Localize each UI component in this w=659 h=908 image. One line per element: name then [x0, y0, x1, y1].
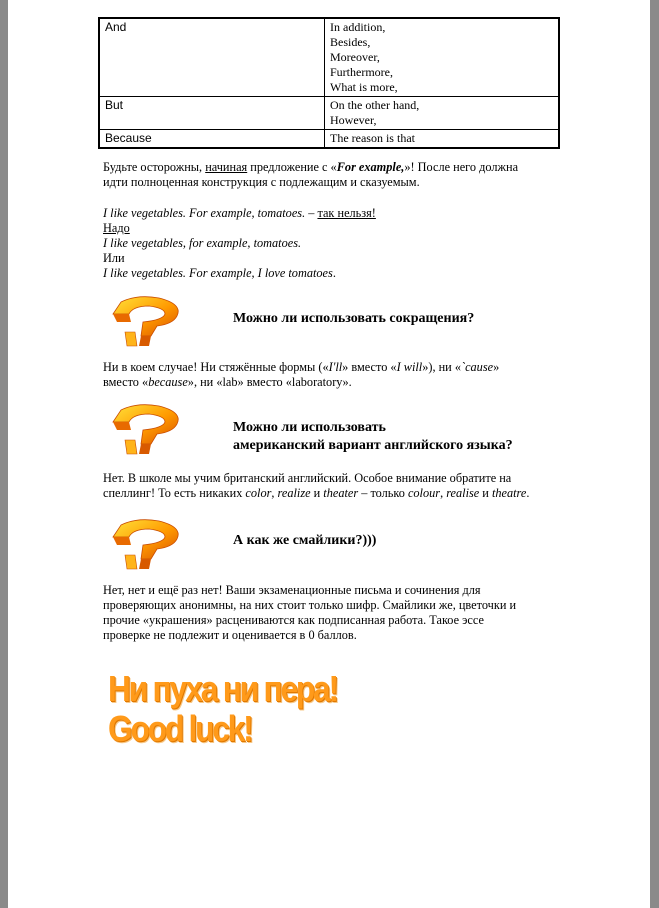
connectors-table — [98, 17, 560, 149]
text-run: because — [148, 375, 188, 389]
text-run: Будьте осторожны, — [103, 160, 206, 174]
connector-phrase: What is more, — [330, 80, 398, 94]
right-example-2 — [103, 266, 573, 281]
text-run: » вместо « — [342, 360, 397, 374]
table-cell: But — [99, 97, 325, 130]
slogan-english: Good luck! — [108, 708, 252, 749]
text-run: и — [479, 486, 492, 500]
text-run: так нельзя! — [317, 206, 376, 220]
text-run: I like vegetables. For example, tomatoes. — [103, 206, 306, 220]
answer-3-line: Нет, нет и ещё раз нет! Ваши экзаменационные письма и сочинения для — [103, 583, 481, 597]
heading-line: Можно ли использовать — [233, 420, 386, 435]
connector-phrase: However, — [330, 113, 377, 127]
answer-3-line: проверке не подлежит и оценивается в 0 баллов. — [103, 628, 357, 642]
answer-3-line: проверяющих анонимны, на них стоит только шифр. Смайлики же, цветочки и — [103, 598, 517, 612]
connector-phrase: Moreover, — [330, 50, 380, 64]
answer-3-line: прочие «украшения» расцениваются как подписанная работа. Такое эссе — [103, 613, 484, 627]
table-cell: Because — [99, 130, 325, 149]
text-run: предложение с « — [247, 160, 337, 174]
document-page — [8, 0, 650, 908]
table-row — [99, 18, 559, 97]
warning-line-2: идти полноценная конструкция с подлежащим и сказуемым. — [103, 175, 420, 189]
question-mark-3d-icon — [107, 400, 187, 460]
answer-paragraph-3 — [103, 583, 573, 643]
text-run: . — [332, 266, 336, 280]
table-cell — [325, 97, 560, 130]
must-label: Надо — [103, 221, 130, 235]
text-run: »! После него должна — [404, 160, 519, 174]
text-run: »), ни « — [422, 360, 461, 374]
table-row — [99, 130, 559, 149]
text-run: вместо « — [103, 375, 149, 389]
question-heading-1: Можно ли использовать сокращения? — [233, 311, 475, 326]
answer-paragraph-1 — [103, 360, 573, 390]
wrong-example — [103, 206, 573, 221]
question-mark-3d-icon — [107, 292, 187, 352]
text-run: » — [493, 360, 500, 374]
text-run: спеллинг! То есть никаких — [103, 486, 246, 500]
table-cell — [325, 130, 560, 149]
text-run: – только — [358, 486, 408, 500]
text-run: начиная — [205, 160, 248, 174]
viewer-background-right — [650, 0, 659, 908]
text-run: Ни в коем случае! Ни стяжённые формы (« — [103, 360, 329, 374]
text-run: I like vegetables. For example, I love tomatoes — [103, 266, 333, 280]
connector-phrase: The reason is that — [330, 131, 415, 145]
text-run: , — [440, 486, 447, 500]
text-run: I'll — [328, 360, 343, 374]
text-run: и — [310, 486, 324, 500]
question-heading-3: А как же смайлики?))) — [233, 533, 377, 548]
text-run: . — [526, 486, 530, 500]
right-example-1: I like vegetables, for example, tomatoes. — [103, 236, 302, 250]
text-run: theater — [323, 486, 359, 500]
connector-phrase: Besides, — [330, 35, 371, 49]
text-run: color — [245, 486, 272, 500]
question-heading-2 — [233, 419, 513, 455]
or-label: Или — [103, 251, 125, 265]
connector-phrase: In addition, — [330, 20, 386, 34]
text-run: realise — [446, 486, 480, 500]
text-run: `cause — [460, 360, 494, 374]
examples-block — [103, 206, 573, 281]
answer-2-line-1: Нет. В школе мы учим британский английский. Особое внимание обратите на — [103, 471, 512, 485]
answer-1-line-1 — [103, 360, 573, 375]
table-cell: And — [99, 18, 325, 97]
connector-phrase: Furthermore, — [330, 65, 393, 79]
question-mark-3d-icon — [107, 515, 187, 575]
text-run: For example, — [336, 160, 405, 174]
text-run: I will — [396, 360, 423, 374]
answer-paragraph-2 — [103, 471, 573, 501]
answer-1-line-2 — [103, 375, 573, 390]
connector-phrase: On the other hand, — [330, 98, 420, 112]
text-run: – — [305, 206, 318, 220]
text-run: realize — [277, 486, 311, 500]
slogan-russian: Ни пуха ни пера! — [108, 668, 337, 709]
heading-line: американский вариант английского языка? — [233, 438, 513, 453]
warning-paragraph — [103, 160, 573, 190]
warning-line-1 — [103, 160, 573, 175]
table-row — [99, 97, 559, 130]
text-run: », ни «lab» вместо «laboratory». — [187, 375, 352, 389]
answer-2-line-2 — [103, 486, 573, 501]
table-cell — [325, 18, 560, 97]
text-run: colour — [407, 486, 441, 500]
text-run: theatre — [491, 486, 527, 500]
text-run: , — [271, 486, 278, 500]
